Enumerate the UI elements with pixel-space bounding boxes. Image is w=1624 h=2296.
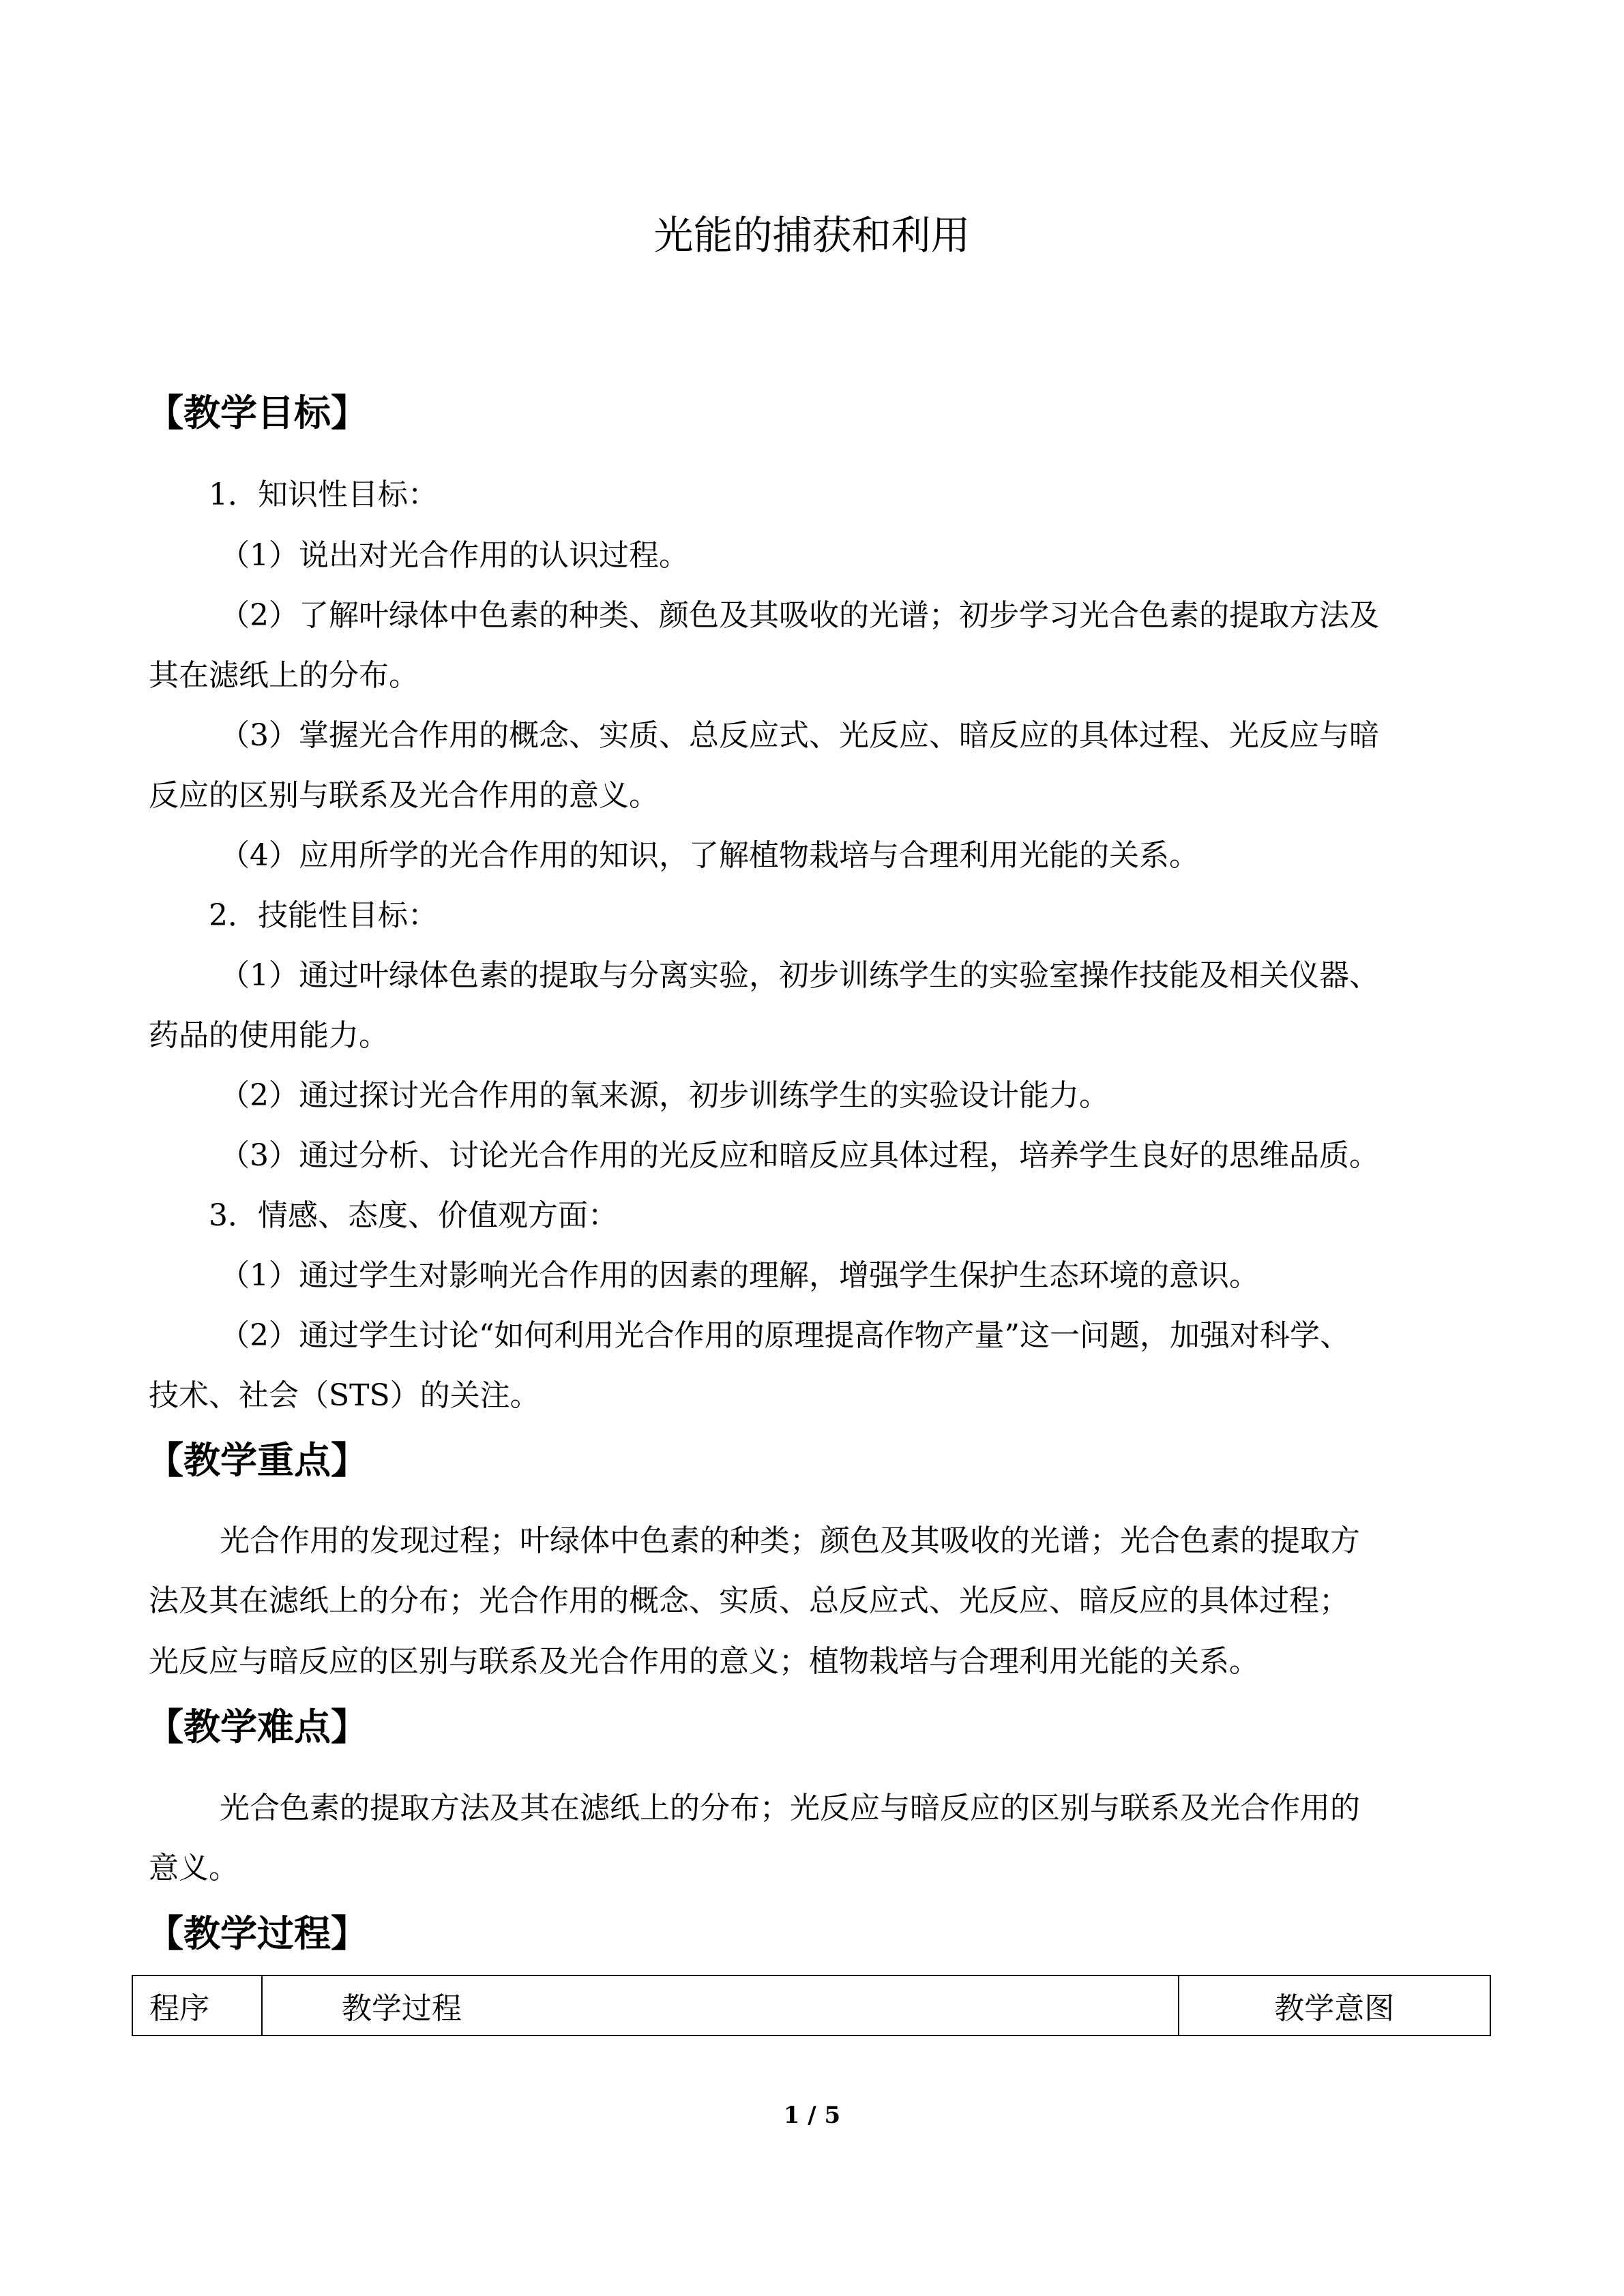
section-heading-difficulties: 【教学难点】 bbox=[147, 1705, 368, 1748]
emotion-item-1: （1）通过学生对影响光合作用的因素的理解，增强学生保护生态环境的意识。 bbox=[220, 1258, 1259, 1293]
knowledge-objective-label: 1．知识性目标： bbox=[209, 477, 438, 512]
table-header-cell-intent: 教学意图 bbox=[1179, 1976, 1490, 2036]
page-number: 1 / 5 bbox=[783, 2102, 841, 2129]
emotion-item-2-line-1: （2）通过学生讨论“如何利用光合作用的原理提高作物产量”这一问题，加强对科学、 bbox=[220, 1318, 1350, 1353]
knowledge-item-1: （1）说出对光合作用的认识过程。 bbox=[220, 538, 689, 573]
emotion-item-2-line-2: 技术、社会（STS）的关注。 bbox=[149, 1378, 540, 1413]
table-header-cell-sequence: 程序 bbox=[132, 1976, 262, 2036]
table-header-cell-process: 教学过程 bbox=[262, 1976, 1179, 2036]
key-points-line-2: 法及其在滤纸上的分布；光合作用的概念、实质、总反应式、光反应、暗反应的具体过程； bbox=[149, 1583, 1349, 1618]
knowledge-item-2-line-1: （2）了解叶绿体中色素的种类、颜色及其吸收的光谱；初步学习光合色素的提取方法及 bbox=[220, 598, 1379, 633]
process-table bbox=[132, 1975, 1491, 2036]
skill-item-1-line-2: 药品的使用能力。 bbox=[149, 1018, 389, 1053]
table-header-row bbox=[132, 1976, 1490, 2036]
key-points-line-3: 光反应与暗反应的区别与联系及光合作用的意义；植物栽培与合理利用光能的关系。 bbox=[149, 1644, 1259, 1679]
knowledge-item-4: （4）应用所学的光合作用的知识，了解植物栽培与合理利用光能的关系。 bbox=[220, 838, 1199, 873]
difficulties-line-1: 光合色素的提取方法及其在滤纸上的分布；光反应与暗反应的区别与联系及光合作用的 bbox=[220, 1791, 1360, 1825]
skill-objective-label: 2．技能性目标： bbox=[209, 898, 438, 933]
knowledge-item-3-line-1: （3）掌握光合作用的概念、实质、总反应式、光反应、暗反应的具体过程、光反应与暗 bbox=[220, 718, 1379, 753]
section-heading-objectives: 【教学目标】 bbox=[147, 391, 368, 434]
difficulties-line-2: 意义。 bbox=[149, 1851, 239, 1885]
key-points-line-1: 光合作用的发现过程；叶绿体中色素的种类；颜色及其吸收的光谱；光合色素的提取方 bbox=[220, 1523, 1360, 1558]
emotion-objective-label: 3．情感、态度、价值观方面： bbox=[209, 1198, 618, 1233]
knowledge-item-3-line-2: 反应的区别与联系及光合作用的意义。 bbox=[149, 778, 659, 813]
knowledge-item-2-line-2: 其在滤纸上的分布。 bbox=[149, 658, 419, 693]
page-title: 光能的捕获和利用 bbox=[653, 212, 971, 258]
skill-item-1-line-1: （1）通过叶绿体色素的提取与分离实验，初步训练学生的实验室操作技能及相关仪器、 bbox=[220, 958, 1379, 993]
section-heading-process: 【教学过程】 bbox=[147, 1912, 368, 1955]
skill-item-3: （3）通过分析、讨论光合作用的光反应和暗反应具体过程，培养学生良好的思维品质。 bbox=[220, 1138, 1379, 1173]
skill-item-2: （2）通过探讨光合作用的氧来源，初步训练学生的实验设计能力。 bbox=[220, 1078, 1109, 1113]
section-heading-key-points: 【教学重点】 bbox=[147, 1439, 368, 1482]
